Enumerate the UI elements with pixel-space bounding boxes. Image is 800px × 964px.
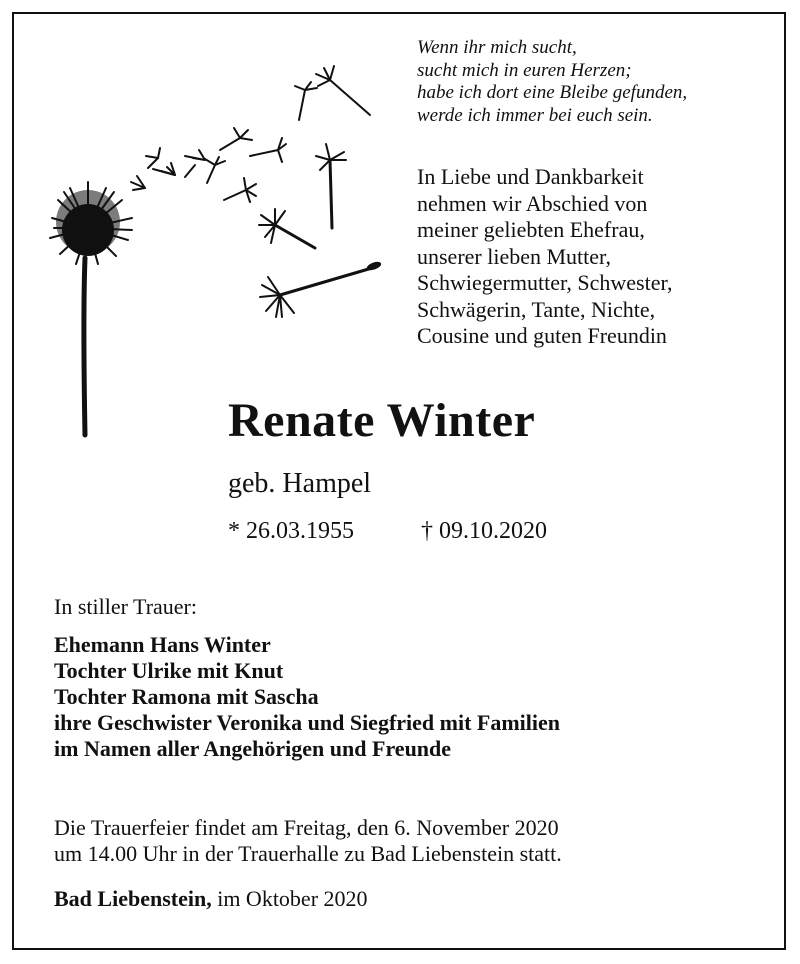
intro-line: unserer lieben Mutter, [417, 243, 611, 269]
closing-place: Bad Liebenstein, [54, 886, 212, 911]
maiden-name: geb. Hampel [228, 468, 372, 499]
ceremony-info [54, 815, 562, 867]
death-date: † 09.10.2020 [421, 518, 547, 544]
poem-line: habe ich dort eine Bleibe gefunden, [417, 82, 688, 103]
intro-line: Cousine und guten Freundin [417, 323, 667, 348]
life-dates [228, 518, 547, 545]
mourner-line: Ehemann Hans Winter [54, 632, 271, 657]
intro-line: In Liebe und Dankbarkeit [417, 164, 644, 189]
closing-line [54, 886, 368, 912]
intro-line: nehmen wir Abschied von [417, 190, 648, 216]
mourner-line: Tochter Ulrike mit Knut [54, 658, 284, 683]
mourner-line: Tochter Ramona mit Sascha [54, 684, 319, 709]
intro-line: Schwägerin, Tante, Nichte, [417, 296, 656, 322]
birth-date: * 26.03.1955 [228, 518, 354, 544]
poem-line: sucht mich in euren Herzen; [417, 59, 632, 81]
closing-date: im Oktober 2020 [211, 886, 368, 911]
mourner-line: ihre Geschwister Veronika und Siegfried mit Familien [54, 710, 561, 735]
poem-line: Wenn ihr mich sucht, [417, 37, 577, 58]
mourning-label: In stiller Trauer: [54, 594, 197, 619]
intro-line: meiner geliebten Ehefrau, [417, 217, 645, 242]
mourners-list [54, 632, 560, 762]
intro-text [417, 164, 777, 350]
poem [417, 37, 777, 127]
deceased-name: Renate Winter [228, 394, 536, 447]
mourner-line: im Namen aller Angehörigen und Freunde [54, 736, 452, 761]
ceremony-line: um 14.00 Uhr in der Trauerhalle zu Bad Liebenstein statt. [54, 841, 562, 866]
dandelion-icon [40, 50, 390, 440]
intro-line: Schwiegermutter, Schwester, [417, 270, 673, 295]
poem-line: werde ich immer bei euch sein. [417, 104, 653, 126]
ceremony-line: Die Trauerfeier findet am Freitag, den 6. November 2020 [54, 815, 559, 840]
